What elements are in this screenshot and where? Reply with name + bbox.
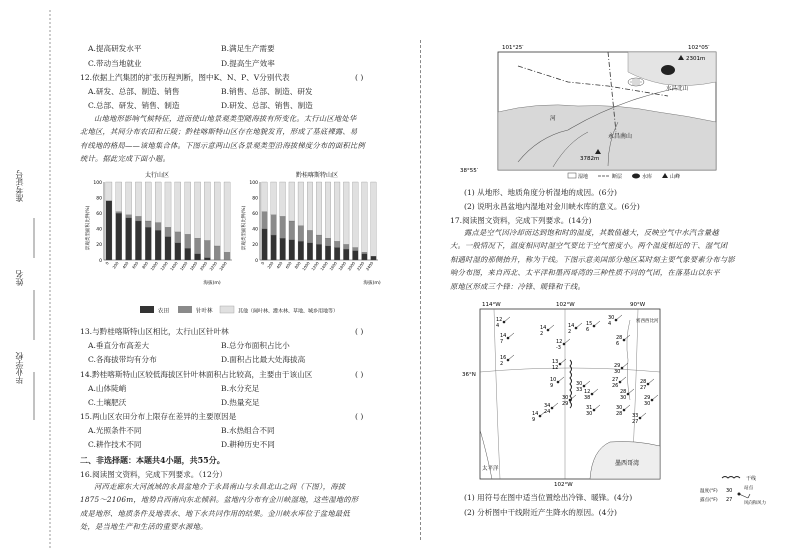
bar-其他 [106, 182, 112, 201]
y-tick-label: 60 [96, 212, 102, 217]
bar-农田 [185, 248, 191, 260]
map2-legend-temp: 温度(°F) [700, 489, 718, 494]
station-temp: 14 [568, 323, 575, 329]
y-tick-label: 0 [99, 258, 102, 264]
q16-line: 1875～2106m，地势自西南向东北倾斜。盆地内分布有金川峡湿地，这些湿地的形 [80, 495, 359, 505]
q15-option-d: D.耕种历史不同 [221, 440, 275, 449]
q17-sub-1: (1) 用符号在图中适当位置绘出冷锋、暖锋。(4分) [464, 493, 633, 502]
station-temp: 29 [644, 395, 651, 401]
bar-其他 [204, 182, 210, 241]
station-dew: 12 [552, 365, 559, 371]
chart-right-xunit: 海拔(m) [363, 281, 381, 286]
section-2-heading: 二、非选择题：本题共4小题，共55分。 [80, 455, 225, 465]
bar-针叶林 [316, 235, 322, 244]
station-dew: 27 [632, 419, 639, 425]
bar-针叶林 [214, 246, 220, 260]
station-dew: 4 [496, 323, 500, 329]
bar-针叶林 [155, 223, 161, 231]
station-dew: 27 [640, 385, 647, 391]
station-dew: 2 [500, 361, 504, 367]
bar-农田 [352, 251, 358, 260]
bar-农田 [289, 240, 295, 260]
x-tick-label: 1600 [178, 260, 189, 272]
map1-elev-north: 2301m [686, 56, 706, 62]
bar-其他 [371, 182, 377, 256]
y-tick-label: 100 [93, 180, 102, 186]
station-temp: 14 [540, 325, 547, 331]
map2-legend-dew: 露点(°F) [700, 498, 718, 503]
station-dew: 9 [550, 383, 554, 389]
x-tick-label: 2400 [364, 260, 375, 272]
bar-针叶林 [307, 230, 313, 242]
q13-stem: 13.与黔桂喀斯特山区相比，太行山区针叶林 [80, 327, 229, 336]
x-tick-label: 1400 [169, 260, 179, 272]
x-tick-label: 2200 [355, 260, 366, 272]
q16-stem: 16.阅读图文资料，完成下列要求。（12分） [80, 470, 228, 479]
q17-sub-2: (2) 分析图中干线附近产生降水的原因。(4分) [464, 508, 618, 517]
x-tick-label: 0 [259, 260, 266, 266]
map1-reservoir [661, 65, 675, 75]
map1-south-range-label: 永昌南山 [608, 133, 633, 140]
station-dew: 33 [576, 387, 583, 393]
bar-其他 [271, 182, 277, 215]
station-temp: 12 [584, 389, 591, 395]
bar-针叶林 [145, 221, 151, 227]
bar-农田 [262, 229, 268, 260]
bar-农田 [271, 235, 277, 260]
q15-option-a: A.光照条件不同 [88, 426, 142, 435]
q17-line: 相遇时湿的那侧抬升，称为干线。下图示意美国部分地区某时刻主要气象要素分布与影 [450, 254, 735, 264]
q12-answer-paren: ( ) [355, 73, 364, 82]
bar-针叶林 [280, 216, 286, 238]
sidebar-school-label: 毕业学校 [15, 352, 24, 384]
station-dew: -3 [556, 345, 561, 351]
q16-line: 成是地形、地质条件及地表水、地下水共同作用的结果。金川峡水库位于盆地最低 [80, 508, 350, 518]
chart-right-title: 黔桂喀斯特山区 [295, 172, 339, 179]
station-temp: 28 [620, 389, 627, 395]
bar-针叶林 [126, 215, 132, 218]
bar-针叶林 [334, 241, 340, 247]
bar-其他 [194, 182, 200, 238]
q13-option-a: A.垂直分布高差大 [88, 341, 150, 350]
y-tick-label: 80 [96, 196, 102, 202]
q16-line: 河西走廊东大河流域的永昌盆地介于永昌南山与永昌北山之间（下图），海拔 [94, 482, 346, 491]
bar-针叶林 [289, 221, 295, 240]
bar-农田 [298, 241, 304, 260]
bar-其他 [325, 182, 331, 238]
map1-legend-wetland: 湿地 [578, 174, 589, 180]
legend-forest-label: 针叶林 [196, 308, 213, 315]
q13-answer-paren: ( ) [355, 327, 364, 336]
y-tick-label: 80 [252, 196, 258, 202]
station-dew: 30 [644, 401, 651, 407]
q17-line: 大。一般情况下，温度相同时湿空气要比干空气密度小。两个温度相近的干、湿气团 [450, 241, 728, 251]
intro-line: 统计。据此完成下面小题。 [80, 154, 170, 164]
map2-legend-sample-dew: 27 [726, 497, 733, 503]
bar-针叶林 [175, 232, 181, 243]
bar-农田 [307, 243, 313, 260]
x-tick-label: 400 [121, 260, 130, 270]
intro-paragraph [80, 112, 365, 166]
bar-其他 [214, 182, 220, 246]
map2-gulf-label: 墨西哥湾 [615, 460, 640, 467]
map1-legend-fault: 断层 [612, 174, 623, 180]
x-tick-label: 1600 [328, 260, 338, 272]
map2-pacific-label: 太平洋 [482, 466, 499, 472]
station-dew: 4 [608, 321, 612, 327]
q14-option-a: A.山体陡峭 [88, 384, 127, 393]
bar-其他 [352, 182, 358, 248]
map2-lat-36: 36°N [462, 372, 476, 378]
bar-农田 [371, 256, 377, 260]
station-temp: 10 [550, 377, 557, 383]
y-tick-label: 100 [249, 180, 258, 186]
bar-其他 [362, 182, 368, 252]
station-temp: 12 [556, 339, 563, 345]
station-temp: 30 [562, 395, 569, 401]
q17-paragraph [450, 226, 735, 293]
x-tick-label: 400 [275, 260, 284, 270]
bar-其他 [126, 182, 132, 215]
bar-其他 [307, 182, 313, 230]
bar-针叶林 [224, 252, 230, 260]
station-temp: 28 [640, 379, 647, 385]
x-tick-label: 600 [131, 260, 140, 270]
station-dew: 38 [584, 395, 591, 401]
bar-针叶林 [165, 227, 171, 236]
bar-针叶林 [185, 234, 191, 248]
q14-option-b: B.水分充足 [221, 384, 260, 393]
x-tick-label: 1000 [149, 260, 159, 272]
x-tick-label: 600 [284, 260, 293, 270]
q16-paragraph [80, 480, 358, 534]
bar-其他 [116, 182, 122, 212]
bar-其他 [262, 182, 268, 212]
q16-sub-2: (2) 说明永昌盆地内湿地对金川峡水库的意义。(6分) [464, 202, 640, 211]
sidebar-exam-id-label: 准考证号 [15, 170, 24, 202]
station-dew: 6 [586, 327, 590, 333]
q16-sub-1: (1) 从地形、地质角度分析湿地的成因。(6分) [464, 188, 618, 197]
station-dew: 6 [616, 341, 620, 347]
bar-农田 [362, 254, 368, 260]
bar-针叶林 [116, 212, 122, 214]
column-divider [420, 40, 421, 540]
station-temp: 33 [632, 413, 639, 419]
bar-其他 [298, 182, 304, 226]
sidebar-binding-line [8, 0, 58, 560]
station-dew: 9 [532, 417, 536, 423]
bar-针叶林 [298, 226, 304, 242]
q12-option-a: A.研发、总部、制造、销售 [88, 87, 180, 96]
bar-其他 [155, 182, 161, 223]
bar-农田 [204, 258, 210, 260]
legend-forest-swatch [178, 306, 192, 313]
bar-农田 [155, 230, 161, 260]
map2-lon-102-bottom: 102°W [554, 482, 573, 488]
map1-lon-right: 102°05′ [688, 45, 710, 51]
q17-stem: 17.阅读图文资料，完成下列要求。(14分) [450, 216, 592, 225]
station-temp: 15 [586, 321, 593, 327]
q13-option-d: D.面积占比最大处海拔高 [221, 355, 306, 364]
chart-left-xunit: 海拔(m) [203, 281, 221, 286]
bar-农田 [194, 254, 200, 260]
map1-north-range-label: 水昌北山 [666, 86, 689, 92]
q14-option-c: C.土壤肥沃 [88, 398, 127, 407]
y-tick-label: 40 [252, 227, 258, 233]
q15-answer-paren: ( ) [355, 412, 364, 421]
station-temp: 14 [500, 333, 507, 339]
legend-farmland-swatch [140, 306, 154, 313]
bar-针叶林 [362, 252, 368, 254]
q11-option-d: D.提高生产效率 [221, 59, 275, 68]
q14-stem: 14.黔桂喀斯特山区较低海拔区针叶林面积占比较高，主要由于该山区 [80, 370, 313, 379]
bar-针叶林 [343, 244, 349, 249]
station-dew: 26 [612, 383, 619, 389]
altitude-landscape-charts [82, 168, 382, 298]
station-temp: 16 [500, 355, 507, 361]
station-temp: 14 [532, 411, 539, 417]
q11-option-c: C.带动当地就业 [88, 59, 142, 68]
station-dew: 30 [620, 395, 627, 401]
x-tick-label: 1800 [337, 260, 348, 272]
bar-农田 [334, 248, 340, 260]
q11-option-b: B.满足生产需要 [221, 44, 275, 53]
legend-other-label: 其他（阔叶林、灌木林、草地、城乡用地等） [238, 308, 339, 315]
q15-option-c: C.耕作技术不同 [88, 440, 142, 449]
station-temp: 13 [552, 359, 559, 365]
x-tick-label: 0 [104, 260, 110, 266]
q12-option-d: D.研发、总部、销售、制造 [221, 101, 313, 110]
bar-其他 [316, 182, 322, 235]
station-temp: 30 [608, 315, 615, 321]
x-tick-label: 200 [266, 260, 275, 270]
q14-answer-paren: ( ) [355, 370, 364, 379]
map1-legend [568, 173, 680, 180]
station-dew: 2 [540, 331, 544, 337]
station-dew: 30 [614, 369, 621, 375]
intro-line: 北地区，其间分布农田和丘陵；黔桂喀斯特山区存在地貌发育，形成了基底裸露、易 [80, 127, 358, 137]
us-weather-map [440, 300, 740, 490]
y-tick-label: 0 [255, 258, 258, 264]
q12-option-b: B.销售、总部、制造、研发 [221, 87, 313, 96]
map2-legend-dryline: 干线 [746, 476, 757, 482]
bar-农田 [325, 246, 331, 260]
bar-农田 [106, 201, 112, 260]
bar-针叶林 [352, 248, 358, 251]
station-dew: 7 [500, 339, 504, 345]
bar-其他 [334, 182, 340, 241]
x-tick-label: 1400 [319, 260, 329, 272]
bar-其他 [224, 182, 230, 252]
intro-line: 山地地形影响气候特征，进而使山地景观类型随海拔有所变化。太行山区地处华 [94, 114, 357, 123]
x-tick-label: 1000 [301, 260, 311, 272]
bar-农田 [175, 243, 181, 260]
bar-其他 [280, 182, 286, 216]
y-tick-label: 40 [96, 227, 102, 233]
q12-stem: 12.依据上汽集团的扩张历程判断，图中K、N、P、V分别代表 [80, 73, 290, 82]
station-dew: 24 [544, 409, 551, 415]
station-temp: 30 [616, 405, 623, 411]
y-tick-label: 60 [252, 212, 258, 217]
q14-option-d: D.热量充足 [221, 398, 260, 407]
bar-针叶林 [325, 238, 331, 246]
bar-农田 [316, 244, 322, 260]
bar-农田 [145, 227, 151, 260]
bar-针叶林 [135, 216, 141, 221]
chart-right-ylabel: 景观类型面积比例(%) [242, 205, 247, 251]
bar-其他 [185, 182, 191, 234]
bar-其他 [175, 182, 181, 232]
q17-line: 露点是空气因冷却而达到饱和时的温度，其数值越大，反映空气中水汽含量越 [464, 228, 719, 237]
q17-line: 响分布图，来自西北、太平洋和墨西哥湾的三种性质不同的气团，在落基山以东平 [450, 268, 720, 278]
station-temp: 30 [576, 381, 583, 387]
station-temp: 31 [586, 405, 593, 411]
map2-legend-wind: 风向和风力 [744, 501, 766, 506]
bar-其他 [343, 182, 349, 244]
legend-other-swatch [220, 306, 234, 313]
station-temp: 29 [614, 363, 621, 369]
map2-lon-114: 114°W [482, 302, 501, 308]
chart-left-ylabel: 景观类型面积比例(%) [86, 205, 91, 251]
station-dew: 28 [616, 411, 623, 417]
map2-lon-102-top: 102°W [556, 302, 575, 308]
sidebar-name-label: 姓名 [15, 270, 24, 286]
yongchang-basin-map [458, 42, 730, 180]
map2-lon-90: 90°W [630, 302, 646, 308]
bar-针叶林 [262, 212, 268, 229]
bar-其他 [165, 182, 171, 227]
bar-针叶林 [194, 238, 200, 254]
chart-left-title: 太行山区 [144, 172, 170, 179]
x-tick-label: 2000 [198, 260, 209, 272]
bar-针叶林 [204, 241, 210, 258]
bar-针叶林 [271, 215, 277, 235]
q15-stem: 15.两山区农田分布上限存在差异的主要原因是 [80, 412, 237, 421]
x-tick-label: 200 [111, 260, 120, 270]
map2-legend [700, 472, 770, 508]
x-tick-label: 1200 [159, 260, 169, 272]
map1-elev-south: 3782m [580, 156, 600, 162]
x-tick-label: 1800 [188, 260, 199, 272]
q13-option-c: C.各海拔带均有分布 [88, 355, 157, 364]
map1-lon-left: 101°25′ [502, 45, 524, 51]
map1-lat: 38°55′ [460, 168, 478, 174]
map1-river-label: 河 [550, 116, 556, 122]
q17-line: 原地区形成三个锋：冷锋、暖锋和干线。 [450, 281, 585, 291]
bar-其他 [145, 182, 151, 221]
x-tick-label: 2400 [218, 260, 228, 272]
bar-农田 [126, 218, 132, 260]
station-dew: 30 [586, 411, 593, 417]
bar-农田 [280, 238, 286, 260]
bar-农田 [165, 237, 171, 260]
map2-river-label: 密西西比河 [636, 319, 659, 324]
x-tick-label: 800 [293, 260, 302, 270]
legend-farmland-label: 农田 [158, 308, 170, 315]
bar-其他 [135, 182, 141, 216]
q15-option-b: B.水热组合不同 [221, 426, 275, 435]
map1-legend-peak: 山峰 [670, 174, 681, 180]
x-tick-label: 1200 [310, 260, 320, 272]
bar-其他 [289, 182, 295, 221]
map2-legend-sample-temp: 30 [726, 488, 733, 494]
q13-option-b: B.总分布面积占比小 [221, 341, 290, 350]
station-temp: 12 [496, 317, 503, 323]
x-tick-label: 2200 [208, 260, 219, 272]
q12-option-c: C.总部、研发、销售、制造 [88, 101, 180, 110]
q11-option-a: A.提高研发水平 [88, 44, 142, 53]
bar-农田 [343, 249, 349, 260]
x-tick-label: 800 [140, 260, 150, 270]
map2-legend-station: 站点 [744, 486, 754, 491]
station-temp: 28 [616, 335, 623, 341]
bar-农田 [116, 213, 122, 260]
y-tick-label: 20 [252, 243, 258, 249]
q16-line: 处，是当地生产和生活的重要水源地。 [80, 522, 208, 532]
chart-legend [140, 304, 360, 316]
map1-legend-reservoir: 水库 [642, 174, 653, 180]
station-temp: 34 [544, 403, 551, 409]
x-tick-label: 2000 [346, 260, 357, 272]
station-dew: 2 [568, 329, 572, 335]
bar-农田 [135, 221, 141, 260]
intro-line: 有线地的格局——该地集合体。下图示意两山区各景观类型沿海拔梯度分布的面积比例 [80, 140, 365, 150]
station-dew: 29 [562, 401, 569, 407]
station-temp: 27 [612, 377, 619, 383]
y-tick-label: 20 [96, 243, 102, 249]
